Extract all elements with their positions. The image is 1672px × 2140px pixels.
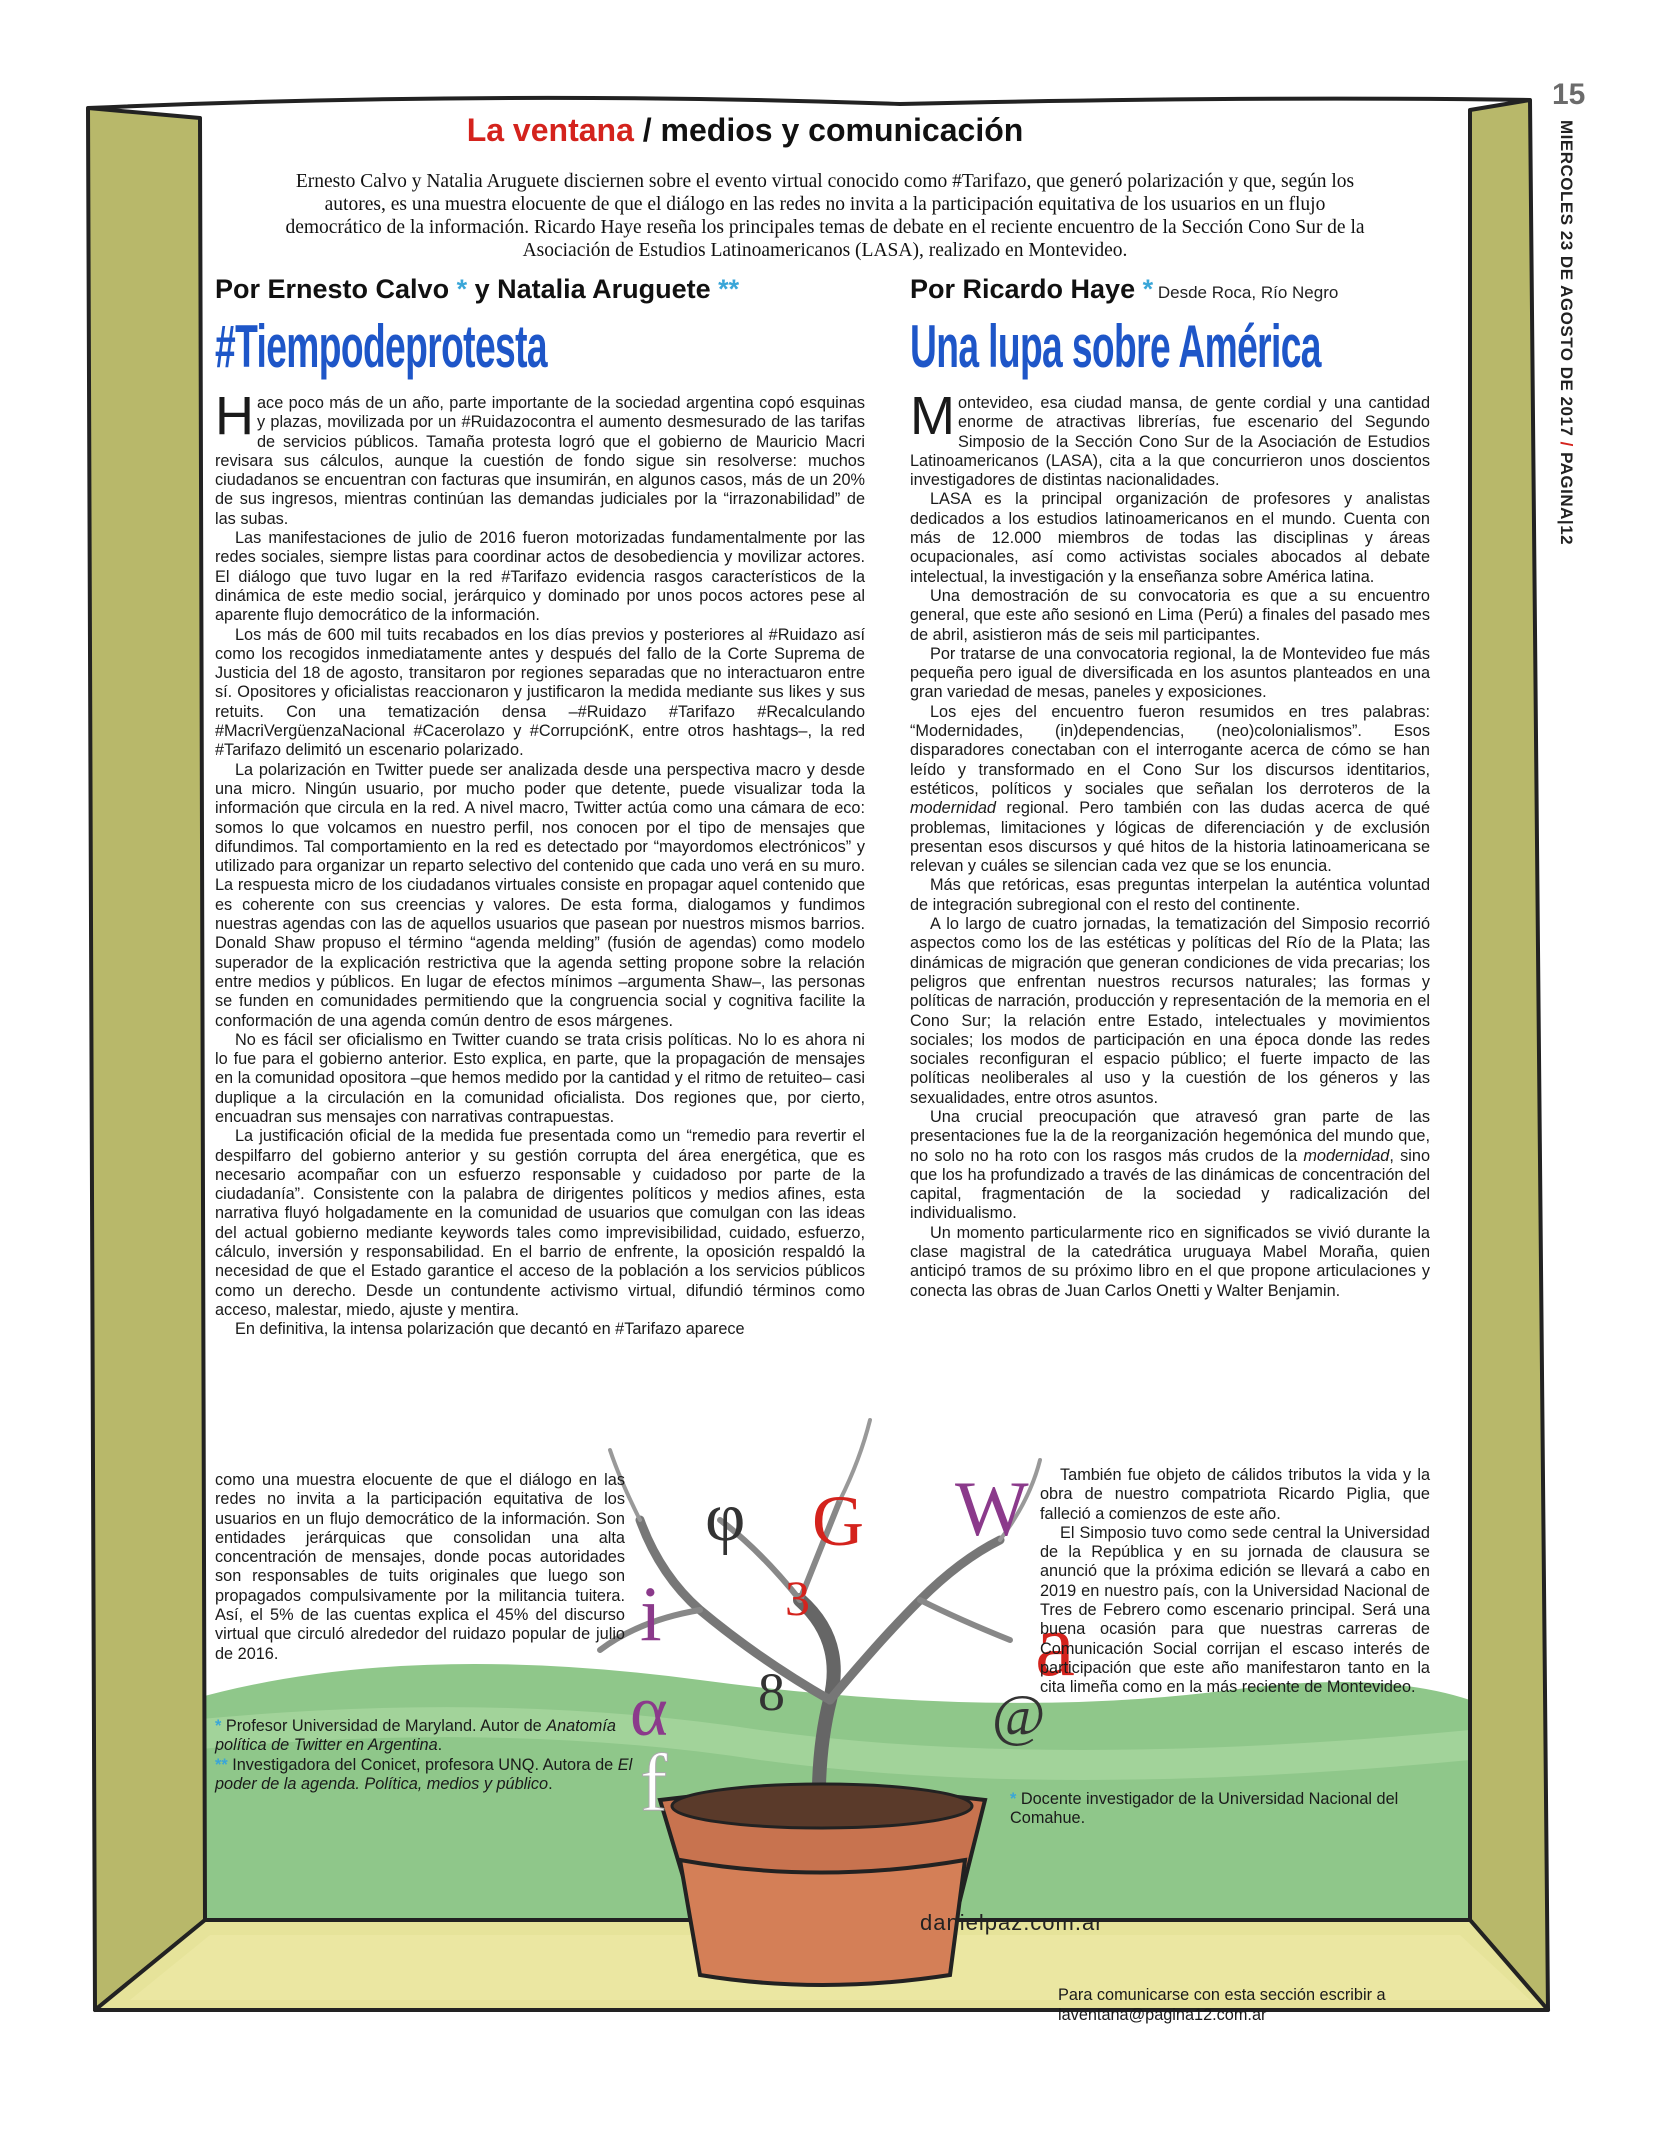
left-footnotes (215, 1717, 635, 1794)
glyph-g: G (812, 1481, 864, 1561)
left-paragraph-1 (215, 386, 865, 529)
glyph-alpha: α (630, 1671, 668, 1751)
byline-asterisk-1: * (456, 274, 468, 304)
right-paragraph-1-text: ontevideo, esa ciudad mansa, de gente cordial y una cantidad enorme de atractivas librerías, fue escenario del Segundo Simposio de la Sección Cono Sur de la Asociación de Estudios Latinoamericanos (LASA), cita a la que concurrieron unos doscientos investigadores de distintas nacionalidades. (910, 394, 1430, 490)
right-paragraph-8 (910, 1108, 1430, 1224)
footnote-1-end: . (437, 1736, 443, 1755)
window-frame-right (1470, 100, 1548, 2010)
right-paragraph-1 (910, 386, 1430, 490)
footnote-2-book: El poder de la agenda. Política, medios y público (215, 1755, 633, 1793)
contact-email: laventana@pagina12.com.ar (1058, 2006, 1267, 2024)
contact-info (1058, 1985, 1488, 2025)
right-paragraph-5-b: regional. Pero también con las dudas acerca de qué problemas, limitaciones y lógicas de diferenciación y de exclusión presentan esos discursos y qué hitos de la historia latinoamericana se relevan y cuáles se silencian cada vez que se los enuncia. (910, 799, 1430, 876)
right-paragraph-8-b: , sino que los ha profundizado a través de las dinámicas de concentración del capital, fragmentación de la sociedad y radicalización del individualismo. (910, 1146, 1430, 1223)
byline-author-2: y Natalia Aruguete (467, 274, 719, 304)
right-paragraph-3: Una demostración de su convocatoria es que a su encuentro general, que este año sesionó en Lima (Perú) a finales del pasado mes de abril, asistieron más de seis mil participantes. (910, 586, 1430, 644)
right-paragraph-5-a: Los ejes del encuentro fueron resumidos en tres palabras: “Modernidades, (in)dependencias, (neo)colonialismos”. Esos disparadores conectaban con el interrogante acerca de cómo se han leído y transformado en el Cono Sur los discursos identitarios, estéticos, políticos y sociales que señalan los derroteros de la (910, 702, 1430, 798)
byline-asterisk: * (1142, 274, 1154, 304)
left-paragraph-6: La justificación oficial de la medida fue presentada como un “remedio para revertir el despilfarro del gobierno anterior y su gestión corrupta del área energética, que es necesario acompañar con un esfuerzo responsable y cuidadoso por parte de la ciudadanía”. Consistente con la palabra de dirigentes políticos y medios afines, esta narrativa fluyó holgadamente en la comunidad de usuarios que comulgan con las ideas del actual gobierno mediante keywords tales como imprevisibilidad, cuidado, esfuerzo, cálculo, inversión y responsabilidad. En el barrio de enfrente, la oposición respaldó la necesidad de que el Estado garantice el acceso de la población a los servicios públicos como un derecho. Desde un contundente activismo virtual, difundió términos como acceso, malestar, miedo, ajuste y mentira. (215, 1127, 865, 1319)
right-paragraph-2: LASA es la principal organización de profesores y analistas dedicados a los estudios latinoamericanos en el mundo. Cuenta con más de 12.000 miembros de todas las disciplinas y áreas ocupacionales, así como activistas sociales abocados al debate intelectual, la investigación y la enseñanza sobre América latina. (910, 490, 1430, 586)
date-line: MIERCOLES 23 DE AGOSTO DE 2017 (1557, 120, 1576, 437)
footnote-2-end: . (548, 1774, 553, 1793)
right-paragraph-7: A lo largo de cuatro jornadas, la tematización del Simposio recorrió aspectos como los de las estéticas y políticas del Río de la Plata; las dinámicas de migración que generan condiciones de vida precarias; los peligros que enfrentan nuestros recursos naturales; las formas y políticas de narración, producción y representación de la memoria en el Cono Sur; la relación entre Estado, intelectuales y movimientos sociales; los modos de participación en una época donde las redes sociales reconfiguran el espacio público; el fuerte impacto de las políticas neoliberales al uso y la cuestión de los géneros y las sexualidades, entre otros asuntos. (910, 915, 1430, 1107)
date-separator: / (1557, 441, 1576, 447)
right-footnotes (1010, 1790, 1420, 1829)
right-paragraph-9: Un momento particularmente rico en significados se vivió durante la clase magistral de la catedrática uruguaya Mabel Moraña, quien anticipó tramos de su próximo libro en el que propone articulaciones y conecta las obras de Juan Carlos Onetti y Walter Benjamin. (910, 1223, 1430, 1300)
contact-line-1: Para comunicarse con esta sección escribir a (1058, 1986, 1386, 2004)
right-article-body-end (1040, 1466, 1430, 1698)
byline-author: Por Ricardo Haye (910, 274, 1143, 304)
footnote-asterisk-1: * (215, 1717, 222, 1735)
byline-author-1: Por Ernesto Calvo (215, 274, 457, 304)
glyph-3: 3 (785, 1570, 810, 1626)
window-frame-left (88, 108, 205, 2010)
left-paragraph-7b: como una muestra elocuente de que el diálogo en las redes no invita a la participación equitativa de los usuarios en un flujo democrático de la información. Son entidades jerárquicas que consolidan una alta concentración de mensajes, donde pocas autoridades son responsables de tuits originales que luego son propagados compulsivamente por la militancia tuitera. Así, el 5% de las cuentas explica el 45% del discurso virtual que circuló alrededor del ruidazo popular de julio de 2016. (215, 1471, 625, 1663)
left-dropcap: H (215, 386, 254, 446)
left-paragraph-3: Los más de 600 mil tuits recabados en los días previos y posteriores al #Ruidazo así como los recogidos inmediatamente antes y después del fallo de la Corte Suprema de Justicia del 18 de agosto, transitaron por regiones separadas que no interactuaron entre sí. Opositores y oficialistas reaccionaron y justificaron la medida mediante sus likes y sus retuits. Con una tematización densa –#Ruidazo #Tarifazo #Recalculando #MacriVergüenzaNacional #Cacerolazo y #CorrupciónK, entre otros hashtags–, la red #Tarifazo delimitó un escenario polarizado. (215, 625, 865, 760)
glyph-i: i (640, 1570, 662, 1657)
flower-pot (660, 1784, 985, 1985)
left-paragraph-1-text: ace poco más de un año, parte importante de la sociedad argentina copó esquinas y plazas, movilizada por un #Ruidazocontra el aumento desmesurado de las tarifas de servicios públicos. Tamaña protesta logró que el gobierno de Mauricio Macri revisara sus cálculos, aunque la cuestión de fondo sigue sin resolverse: muchos ciudadanos se encuentran con facturas que insumirán, en algunos casos, más de un 20% de sus ingresos, mientras continúan las demandas judiciales por la “irrazonabilidad” de las subas. (215, 394, 865, 528)
left-paragraph-4: La polarización en Twitter puede ser analizada desde una perspectiva macro y desde una micro. Ningún usuario, por mucho poder que detente, puede visualizar toda la información que circula en la red. A nivel macro, Twitter actúa como una cámara de eco: somos lo que volcamos en nuestro perfil, nos conocen por el tipo de mensajes que difundimos. Tal comportamiento en la red es detectado por “mayordomos electrónicos” y utilizado para organizar un reparto selectivo del contenido que cada uno verá en su muro. La respuesta micro de los ciudadanos virtuales consiste en propagar aquel contenido que es coherente con sus creencias y valores. De esta forma, dialogamos y fundimos nuestras agendas con las de aquellos usuarios que pasean por nuestros mismos barrios. Donald Shaw propuso el término “agenda melding” (fusión de agendas) como modelo superador de la explicación restrictiva que la agenda setting propone sobre la relación entre medios y públicos. En lugar de efectos mínimos –argumenta Shaw–, las personas se funden en comunidades permitiendo que la congruencia social y cognitiva facilite la conformación de una agenda común dentro de esos márgenes. (215, 760, 865, 1030)
right-footnote-asterisk: * (1010, 1790, 1017, 1808)
right-paragraph-11: El Simposio tuvo como sede central la Universidad de la República y en su jornada de clausura se anunció que la próxima edición se llevará a cabo en 2019 en nuestro país, con la Universidad Nacional de Tres de Febrero como escenario principal. Será una buena ocasión para que nuestras carreras de Comunicación Social corrijan el escaso interés de participación que este año manifestaron tanto en la cita limeña como en la más reciente de Montevideo. (1040, 1523, 1430, 1697)
right-paragraph-4: Por tratarse de una convocatoria regional, la de Montevideo fue más pequeña pero igual de diversificada en los asuntos planteados en una gran variedad de mesas, paneles y exposiciones. (910, 644, 1430, 702)
right-footnote-text: Docente investigador de la Universidad Nacional del Comahue. (1010, 1790, 1399, 1828)
right-paragraph-6: Más que retóricas, esas preguntas interpelan la auténtica voluntad de integración subregional con el resto del continente. (910, 876, 1430, 914)
right-byline (910, 274, 1338, 305)
left-footnote-2 (215, 1756, 635, 1795)
left-paragraph-2: Las manifestaciones de julio de 2016 fueron motorizadas fundamentalmente por las redes sociales, siempre listas para coordinar actos de desobediencia y movilizar actores. El diálogo que tuvo lugar en la red #Tarifazo evidencia rasgos característicos de la dinámica de este medio social, jerárquico y dominado por unos pocos actores pese al aparente flujo democrático de la información. (215, 529, 865, 625)
right-paragraph-5 (910, 703, 1430, 877)
left-article-body (215, 386, 865, 1340)
section-name: La ventana (466, 112, 634, 148)
left-byline (215, 274, 739, 305)
left-footnote-1 (215, 1717, 635, 1756)
right-footnote (1010, 1790, 1420, 1829)
byline-asterisk-2: ** (718, 274, 740, 304)
right-paragraph-10: También fue objeto de cálidos tributos la vida y la obra de nuestro compatriota Ricardo Piglia, que falleció a comienzos de este año. (1040, 1466, 1430, 1523)
glyph-w: W (955, 1465, 1029, 1552)
glyph-f: f (640, 1737, 668, 1828)
illustration-credit: danielpaz.com.ar (920, 1910, 1104, 1935)
left-article-body-end (215, 1471, 625, 1664)
right-paragraph-5-italic: modernidad (910, 799, 996, 818)
glyph-8: 8 (758, 1662, 785, 1722)
right-article-body (910, 386, 1430, 1301)
footnote-1-book: Anatomía política de Twitter en Argentina (215, 1717, 616, 1755)
glyph-phi: φ (705, 1479, 746, 1556)
left-headline: #Tiempodeprotesta (215, 313, 547, 380)
right-dropcap: M (910, 386, 955, 446)
footnote-2-text: Investigadora del Conicet, profesora UNQ. Autora de (227, 1755, 618, 1774)
section-subtitle: / medios y comunicación (633, 112, 1024, 148)
right-paragraph-8-italic: modernidad (1303, 1146, 1390, 1165)
right-paragraph-8-a: Una crucial preocupación que atravesó gran parte de las presentaciones fue la de la reorganización hegemónica del mundo que, no solo no ha roto con los rasgos más crudos de la (910, 1107, 1430, 1165)
intro-summary: Ernesto Calvo y Natalia Aruguete disciernen sobre el evento virtual conocido como #Tarifazo, que generó polarización y que, según los autores, es una muestra elocuente de que el diálogo en las redes no invita a la participación equitativa de los usuarios en un flujo democrático de la información. Ricardo Haye reseña los principales temas de debate en el reciente encuentro de la Sección Cono Sur de la Asociación de Estudios Latinoamericanos (LASA), realizado en Montevideo. (285, 171, 1365, 261)
publication-name: PAGINA|12 (1557, 452, 1576, 546)
left-paragraph-7a: En definitiva, la intensa polarización que decantó en #Tarifazo aparece (235, 1320, 745, 1339)
footnote-1-text: Profesor Universidad de Maryland. Autor de (221, 1717, 547, 1735)
section-title (100, 112, 1390, 149)
glyph-at: @ (992, 1683, 1046, 1748)
window-top-edge (88, 98, 1530, 108)
right-headline: Una lupa sobre América (910, 313, 1321, 380)
glyph-a: a (1035, 1596, 1075, 1695)
page-number: 15 (1552, 78, 1586, 111)
byline-location: Desde Roca, Río Negro (1153, 283, 1339, 302)
left-paragraph-5: No es fácil ser oficialismo en Twitter cuando se trata crisis políticas. No lo es ahora ni lo fue para el gobierno anterior. Esto explica, en parte, que la propagación de mensajes en la comunidad opositora –que hemos medido por la cantidad y el ritmo de retuiteo– casi duplique a la circulación en la comunidad oficialista. Dos regiones que, por cierto, encuadran sus mensajes con narrativas contrapuestas. (215, 1030, 865, 1126)
vertical-dateline (1556, 120, 1576, 545)
footnote-asterisk-2: ** (215, 1755, 228, 1774)
